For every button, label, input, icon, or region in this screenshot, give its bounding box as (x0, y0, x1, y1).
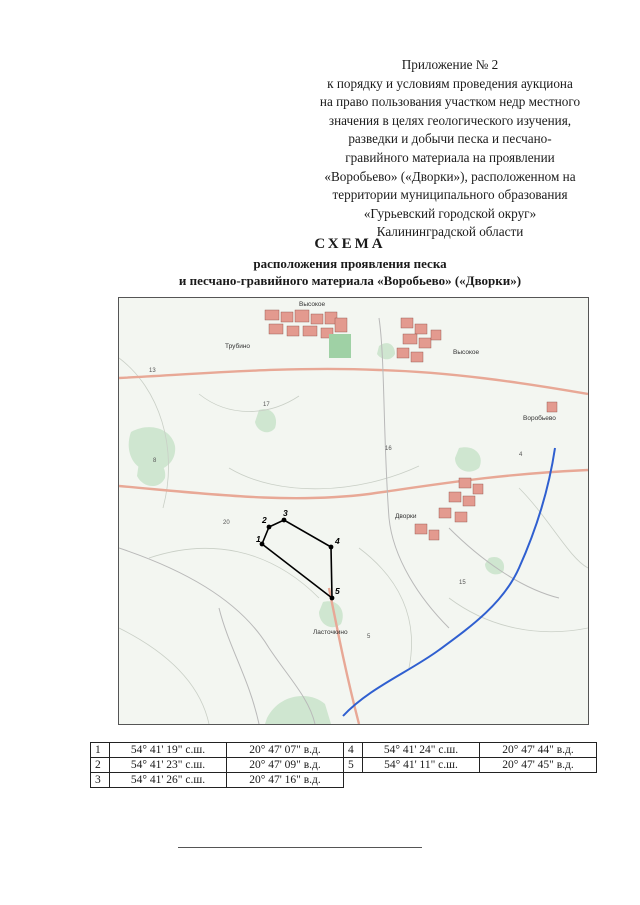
river (343, 448, 555, 716)
road-middle (119, 470, 588, 498)
terrain-line (519, 488, 588, 568)
appendix-line: разведки и добычи песка и песчано- (348, 131, 552, 147)
building (335, 318, 347, 332)
terrain-line (149, 548, 319, 598)
track (379, 318, 449, 628)
block-number: 20 (223, 520, 230, 526)
longitude: 20° 47' 44" в.д. (480, 743, 597, 758)
latitude: 54° 41' 26" с.ш. (110, 773, 227, 788)
building (269, 324, 283, 334)
place-vorobyevo: Воробьево (523, 415, 556, 422)
building (415, 524, 427, 534)
block-number: 5 (367, 634, 371, 640)
coordinates-table (90, 742, 597, 788)
block-number: 15 (459, 580, 466, 586)
building (439, 508, 451, 518)
empty-cell (480, 773, 597, 788)
point-number: 4 (344, 743, 363, 758)
vertex-label-2: 2 (262, 515, 267, 525)
building (397, 348, 409, 358)
road-north (119, 369, 588, 394)
map-canvas (119, 298, 588, 724)
appendix-line: значения в целях геологического изучения, (328, 112, 572, 128)
roads (119, 369, 588, 724)
location-map (118, 297, 589, 725)
terrain-line (199, 394, 299, 412)
place-vysokoe: Высокое (453, 349, 480, 356)
building (411, 352, 423, 362)
point-number: 3 (91, 773, 110, 788)
longitude: 20° 47' 09" в.д. (227, 758, 344, 773)
point-number: 5 (344, 758, 363, 773)
terrain-lines (119, 358, 588, 724)
schema-subtitle-line-1: расположения проявления песка (253, 256, 447, 271)
table-row (91, 758, 597, 773)
block-number: 13 (149, 368, 156, 374)
forest-patch (485, 557, 504, 574)
signature-line (178, 847, 422, 848)
vertex-label-4: 4 (335, 536, 340, 546)
building (547, 402, 557, 412)
vertex-label-3: 3 (283, 508, 288, 518)
latitude: 54° 41' 24" с.ш. (363, 743, 480, 758)
orchard (329, 334, 351, 358)
point-number: 2 (91, 758, 110, 773)
longitude: 20° 47' 16" в.д. (227, 773, 344, 788)
building (473, 484, 483, 494)
building (303, 326, 317, 336)
building (287, 326, 299, 336)
appendix-line: к порядку и условиям проведения аукциона (327, 75, 573, 91)
schema-title: СХЕМА (314, 236, 386, 252)
building (311, 314, 323, 324)
forest-areas (129, 343, 504, 724)
building (459, 478, 471, 488)
appendix-header (270, 56, 630, 242)
point-number: 1 (91, 743, 110, 758)
forest-patch (319, 601, 343, 627)
forest-patch (455, 447, 481, 471)
block-number: 8 (153, 458, 157, 464)
building (429, 530, 439, 540)
orchard-block (329, 334, 351, 358)
appendix-line: «Гурьевский городской округ» (363, 205, 537, 221)
building (401, 318, 413, 328)
building (431, 330, 441, 340)
vertex-5 (330, 596, 335, 601)
building (403, 334, 417, 344)
road-south (329, 588, 359, 724)
longitude: 20° 47' 07" в.д. (227, 743, 344, 758)
block-number: 4 (519, 452, 523, 458)
latitude: 54° 41' 11" с.ш. (363, 758, 480, 773)
vertex-3 (282, 518, 287, 523)
terrain-line (229, 466, 419, 489)
building (455, 512, 467, 522)
terrain-line (119, 628, 209, 724)
table-row (91, 743, 597, 758)
building (449, 492, 461, 502)
track (449, 528, 559, 598)
appendix-line: территории муниципального образования (332, 187, 568, 203)
place-dvorki: Дворки (395, 513, 417, 520)
vertex-2 (267, 525, 272, 530)
track (219, 608, 259, 724)
appendix-line: «Воробьево» («Дворки»), расположенном на (324, 168, 576, 184)
forest-patch (377, 343, 395, 359)
buildings (265, 310, 557, 540)
appendix-line: на право пользования участком недр местного (319, 94, 581, 110)
place-settlement-south: Ласточкино (313, 629, 348, 636)
block-number: 16 (385, 446, 392, 452)
block-number: 17 (263, 402, 270, 408)
vertex-4 (329, 545, 334, 550)
vertex-label-1: 1 (256, 534, 261, 544)
place-vysokoe-top: Высокое (299, 301, 326, 308)
latitude: 54° 41' 23" с.ш. (110, 758, 227, 773)
building (295, 310, 309, 322)
site-vertices (260, 518, 335, 601)
longitude: 20° 47' 45" в.д. (480, 758, 597, 773)
empty-cell (344, 773, 363, 788)
vertex-label-5: 5 (335, 586, 340, 596)
latitude: 54° 41' 19" с.ш. (110, 743, 227, 758)
appendix-line: Калининградской области (376, 224, 524, 240)
building (415, 324, 427, 334)
building (265, 310, 279, 320)
track (119, 548, 315, 724)
forest-patch (255, 409, 276, 432)
empty-cell (363, 773, 480, 788)
place-trubino: Трубино (225, 343, 251, 350)
schema-subtitle (80, 255, 620, 289)
site-contour (262, 520, 332, 598)
appendix-line: гравийного материала на проявлении (345, 149, 555, 165)
table-row (91, 773, 597, 788)
forest-patch (265, 696, 331, 724)
appendix-line: Приложение № 2 (401, 57, 499, 72)
building (281, 312, 293, 322)
schema-subtitle-line-2: и песчано-гравийного материала «Воробьево» («Дворки») (178, 273, 522, 288)
building (463, 496, 475, 506)
building (419, 338, 431, 348)
